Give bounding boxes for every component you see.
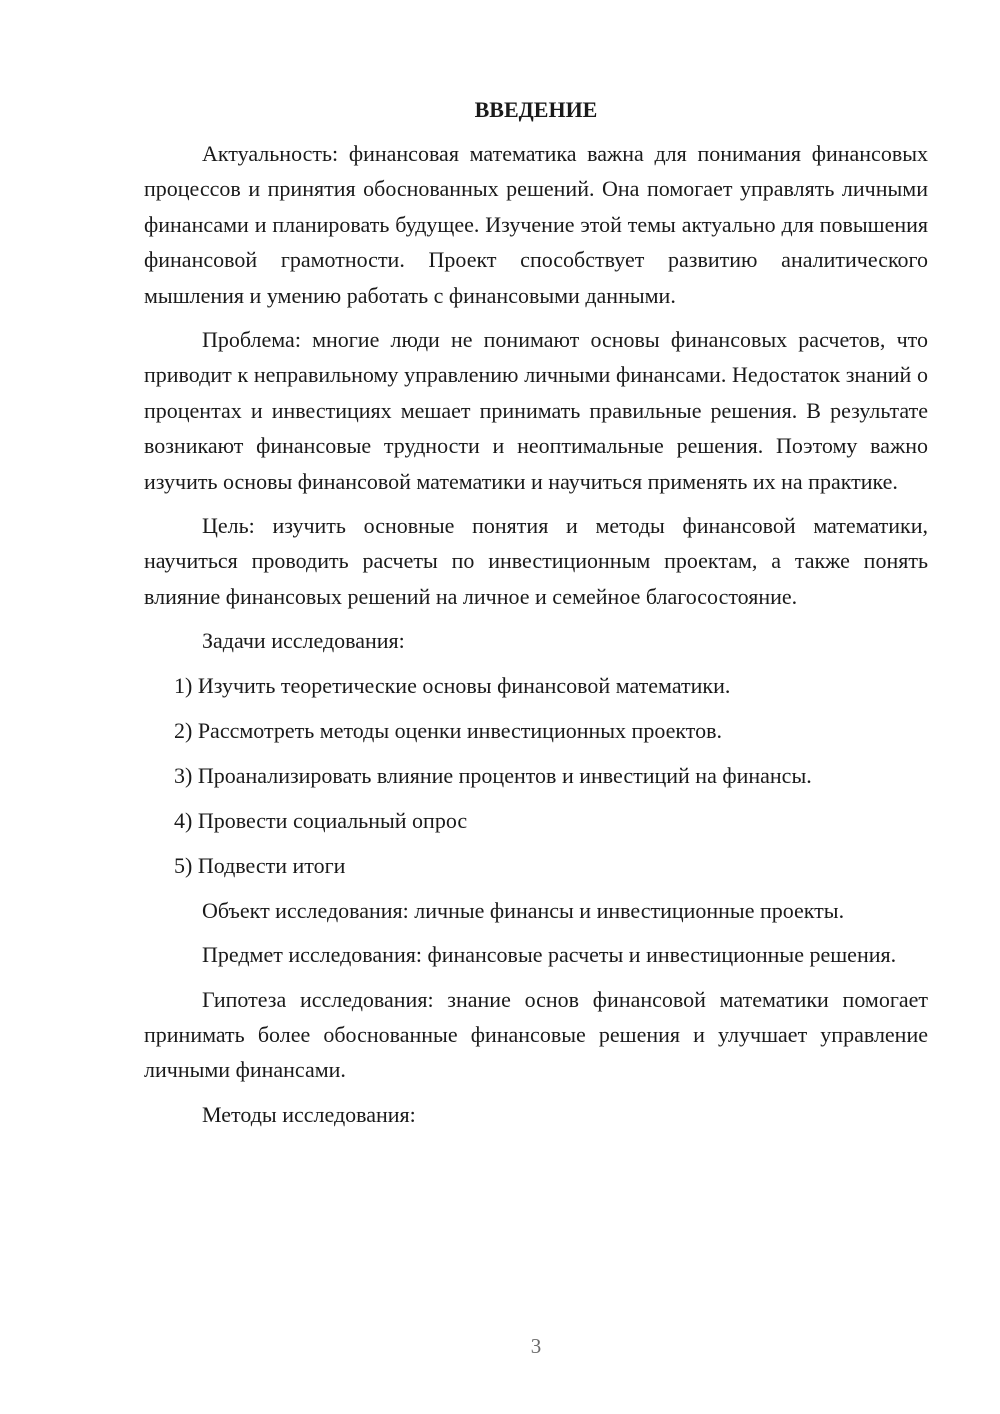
hypothesis-paragraph: Гипотеза исследования: знание основ финансовой математики помогает принимать более обоснованные финансовые решения и улучшает управление личными финансами. — [144, 986, 928, 1083]
tasks-list — [144, 668, 928, 883]
list-item: 5) Подвести итоги — [174, 852, 346, 878]
problem-paragraph: Проблема: многие люди не понимают основы финансовых расчетов, что приводит к неправильному управлению личными финансами. Недостаток знаний о процентах и инвестициях мешает принимать правильные решения. В результате возникают финансовые трудности и неоптимальные решения. Поэтому важно изучить основы финансовой математики и научиться применять их на практике. — [144, 327, 928, 494]
page-title: ВВЕДЕНИЕ — [474, 97, 598, 122]
tasks-heading: Задачи исследования: — [202, 628, 405, 654]
methods-heading: Методы исследования: — [202, 1101, 416, 1127]
object-paragraph: Объект исследования: личные финансы и инвестиционные проекты. — [202, 897, 845, 923]
subject-paragraph: Предмет исследования: финансовые расчеты и инвестиционные решения. — [202, 942, 897, 968]
list-item: 1) Изучить теоретические основы финансовой математики. — [174, 672, 731, 698]
list-item: 4) Провести социальный опрос — [174, 807, 468, 833]
list-item: 2) Рассмотреть методы оценки инвестиционных проектов. — [174, 717, 722, 743]
relevance-paragraph: Актуальность: финансовая математика важна для понимания финансовых процессов и принятия обоснованных решений. Она помогает управлять личными финансами и планировать будущее. Изучение этой темы актуально для повышения финансовой грамотности. Проект способствует развитию аналитического мышления и умению работать с финансовыми данными. — [144, 141, 928, 308]
page-number: 3 — [530, 1334, 542, 1358]
list-item: 3) Проанализировать влияние процентов и инвестиций на финансы. — [174, 762, 812, 788]
goal-paragraph: Цель: изучить основные понятия и методы финансовой математики, научиться проводить расчеты по инвестиционным проектам, а также понять влияние финансовых решений на личное и семейное благосостояние. — [144, 513, 928, 609]
document-page — [144, 92, 928, 1141]
